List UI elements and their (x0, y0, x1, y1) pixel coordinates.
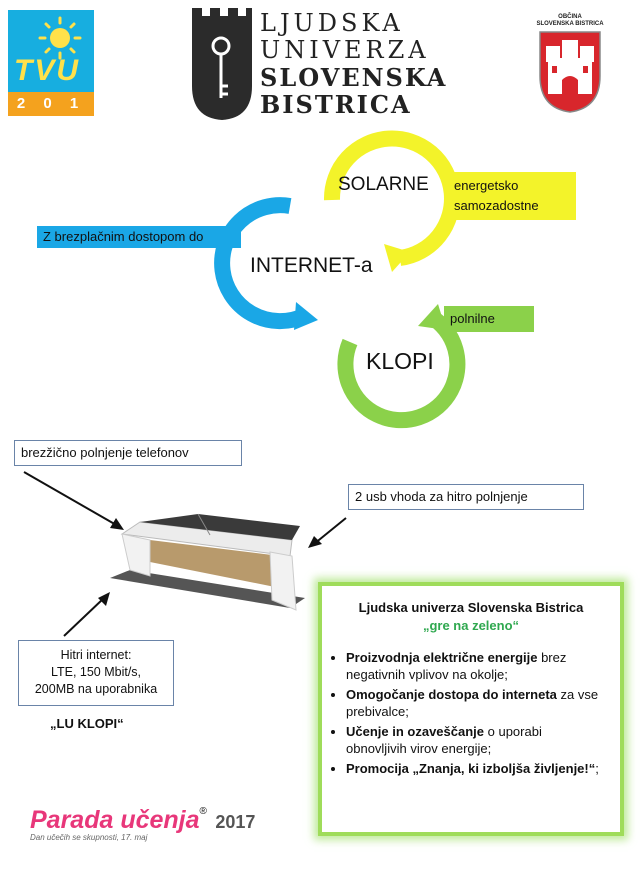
tvu-letters: TVU (14, 54, 80, 87)
obcina-label-1: OBČINA (558, 14, 582, 20)
samozadostne-label: samozadostne (454, 198, 539, 213)
ljudska-univerza-logo (190, 6, 448, 124)
parada-year: 2017 (215, 812, 256, 832)
list-item: • Promocija „Znanja, ki izboljša življenje!“; (346, 760, 606, 777)
tvu-logo (8, 10, 94, 136)
energetsko-label: energetsko (454, 178, 519, 193)
parada-title: Parada učenja (30, 806, 200, 834)
list-item: • Proizvodnja električne energije brez negativnih vplivov na okolje; (346, 649, 606, 683)
lu-line-2: UNIVERZA (260, 36, 430, 64)
panel-title: Ljudska univerza Slovenska Bistrica (358, 600, 584, 615)
crest-shield-icon (522, 28, 618, 114)
internet-callout-speed: LTE, 150 Mbit/s, (50, 665, 142, 679)
obcina-crest (522, 14, 618, 114)
internet-text: INTERNET-a (250, 254, 373, 277)
dostop-label: Z brezplačnim dostopom do (43, 229, 204, 244)
polnilne-label: polnilne (450, 311, 495, 326)
charging-callout: brezžično polnjenje telefonov (14, 440, 242, 466)
yellow-label-box (448, 172, 576, 220)
lu-line-4: BISTRICA (260, 90, 412, 119)
obcina-label-2: SLOVENSKA BISTRICA (536, 21, 604, 27)
usb-callout: 2 usb vhoda za hitro polnjenje (348, 484, 584, 510)
key-tower-icon (190, 6, 252, 122)
klopi-text: KLOPI (366, 348, 434, 374)
lu-line-3: SLOVENSKA (260, 63, 448, 92)
parada-registered: ® (199, 806, 207, 817)
panel-subtitle: „gre na zeleno“ (422, 618, 520, 633)
green-label-box (444, 306, 534, 332)
blue-label-box (37, 226, 241, 248)
list-item: • Omogočanje dostopa do interneta za vse prebivalce; (346, 686, 606, 720)
lu-line-1: LJUDSKA (260, 9, 404, 37)
solarne-text: SOLARNE (338, 174, 429, 195)
internet-callout-title: Hitri internet: (60, 648, 132, 662)
list-item: • Učenje in ozaveščanje o uporabi obnovljivih virov energije; (346, 723, 606, 757)
panel-list (322, 649, 620, 777)
green-info-panel (318, 582, 624, 836)
parada-tagline: Dan učečih se skupnosti, 17. maj (30, 833, 148, 842)
lu-klopi-label: „LU KLOPI“ (50, 716, 124, 731)
parada-ucenja-logo (30, 806, 290, 856)
internet-callout-quota: 200MB na uporabnika (34, 682, 158, 696)
tvu-year: 2 0 1 7 (8, 92, 94, 116)
